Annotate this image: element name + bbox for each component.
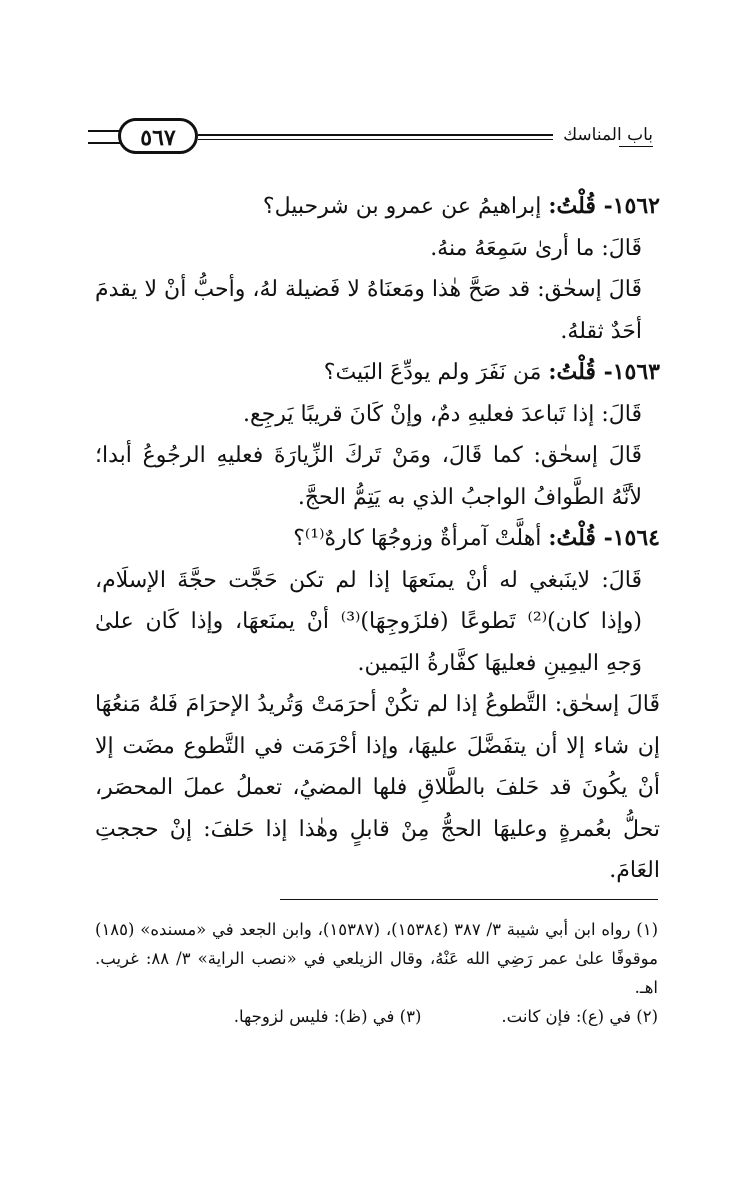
footnote-3: (٣) في (ظ): فليس لزوجها.	[233, 1007, 422, 1026]
question-1564	[95, 518, 660, 560]
question-1562	[95, 186, 660, 228]
question-number: ١٥٦٢- قُلْتُ:	[548, 193, 660, 219]
page-header	[88, 118, 653, 158]
question-number: ١٥٦٤- قُلْتُ:	[548, 525, 660, 551]
answer-ahmad-1562: قَالَ: ما أرىٰ سَمِعَهُ منهُ.	[430, 235, 642, 261]
footnote-row	[95, 1002, 658, 1031]
main-text	[95, 186, 660, 892]
answer-ahmad-1563: قَالَ: إذا تَباعدَ فعليهِ دمٌ، وإنْ كَانَ قريبًا يَرجِع.	[243, 401, 642, 427]
answer-ishaq-1564: قَالَ إسحٰق: التَّطوعُ إذا لم تكُنْ أحرَمَتْ وَتُريدُ الإحرَامَ فَلهُ مَنعُهَا إن شاء إلا أن يتفَضَّلَ عليهَا، وإذا أحْرَمَت في التَّطوع مضَت إلا أنْ يكُونَ قد حَلفَ بالطَّلاقِ فلها المضيُ، تعملُ عملَ المحصَر، تحلُّ بعُمرةٍ وعليهَا الحجُّ مِنْ قابلٍ وهٰذا إذا حَلفَ: إنْ حججتِ العَامَ.	[95, 692, 660, 883]
question-text: أهلَّتْ آمرأةٌ وزوجُهَا كارهٌ⁽¹⁾؟	[293, 526, 549, 551]
question-1563	[95, 352, 660, 394]
answer-ishaq-1563: قَالَ إسحٰق: كما قَالَ، ومَنْ تَركَ الزِّيارَةَ فعليهِ الرجُوعُ أبدا؛ لأنَّهُ الطَّوافُ الواجبُ الذي به يَتِمُّ الحجَّ.	[95, 443, 642, 510]
answer-ishaq-1562: قَالَ إسحٰق: قد صَحَّ هٰذا ومَعنَاهُ لا فَضيلة لهُ، وأحبُّ أنْ لا يقدمَ أحَدٌ ثقلهُ.	[95, 277, 642, 344]
footnote-2: (٢) في (ع): فإن كانت.	[501, 1007, 658, 1026]
chapter-title: باب المناسك	[553, 124, 653, 146]
question-number: ١٥٦٣- قُلْتُ:	[548, 359, 660, 385]
question-text: مَن نَفَرَ ولم يودِّعَ البَيتَ؟	[323, 360, 549, 385]
question-text: إبراهيمُ عن عمرو بن شرحبيل؟	[262, 194, 549, 219]
footnote-separator	[280, 899, 658, 900]
answer-ahmad-1564: قَالَ: لاينَبغي له أنْ يمنَعهَا إذا لم تكن حَجَّت حجَّةَ الإسلَام، (وإذا كان)⁽²⁾ تَطوعًا (فلزَوجِهَا)⁽³⁾ أنْ يمنَعهَا، وإذا كَان علىٰ وَجهِ اليمِينِ فعليهَا كفَّارةُ اليَمين.	[95, 567, 642, 676]
footnote-1: (١) رواه ابن أبي شيبة ٣/ ٣٨٧ (١٥٣٨٤)، (١٥٣٨٧)، وابن الجعد في «مسنده» (١٨٥) موقوفًا علىٰ عمر رَضِي الله عَنْهُ، وقال الزيلعي في «نصب الراية» ٣/ ٨٨: غريب. اهـ.	[95, 920, 659, 997]
page-number: ٥٦٧	[118, 118, 198, 154]
footnotes	[95, 915, 658, 1031]
